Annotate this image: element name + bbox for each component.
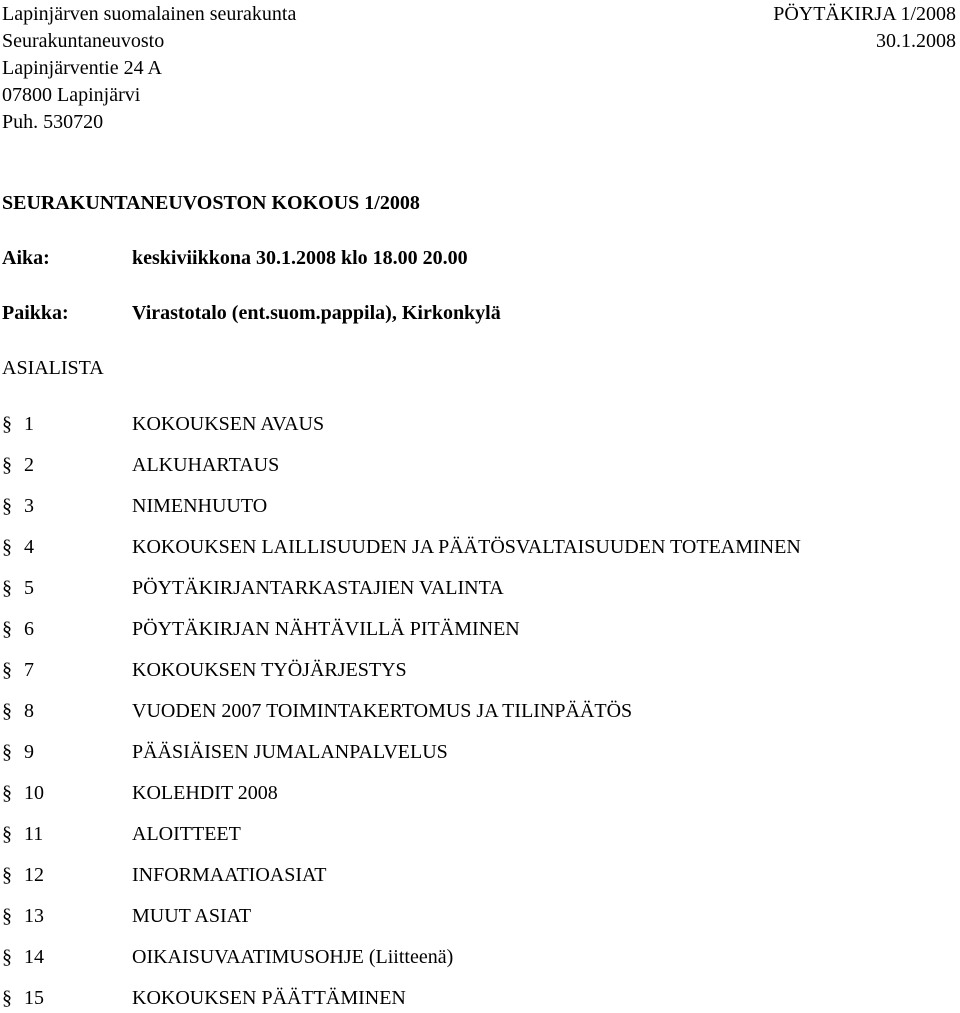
section-symbol: §: [2, 413, 12, 435]
agenda-item-number: 10: [24, 782, 44, 804]
agenda-item-number: 4: [24, 536, 34, 558]
place-value: Virastotalo (ent.suom.pappila), Kirkonkylä: [132, 302, 501, 324]
agenda-item-title: KOKOUKSEN TYÖJÄRJESTYS: [132, 659, 407, 681]
section-symbol: §: [2, 536, 12, 558]
time-label: Aika:: [2, 247, 50, 269]
agenda-item-title: PÖYTÄKIRJANTARKASTAJIEN VALINTA: [132, 577, 504, 599]
document-date: 30.1.2008: [876, 30, 956, 52]
agenda-item-title: INFORMAATIOASIAT: [132, 864, 327, 886]
agenda-item-number: 1: [24, 413, 34, 435]
agenda-item-title: OIKAISUVAATIMUSOHJE (Liitteenä): [132, 946, 454, 968]
agenda-item-number: 5: [24, 577, 34, 599]
agenda-item-number: 15: [24, 987, 44, 1009]
section-symbol: §: [2, 659, 12, 681]
agenda-item-number: 7: [24, 659, 34, 681]
agenda-item-title: VUODEN 2007 TOIMINTAKERTOMUS JA TILINPÄÄTÖS: [132, 700, 633, 722]
org-name: Lapinjärven suomalainen seurakunta: [2, 3, 297, 25]
section-symbol: §: [2, 823, 12, 845]
agenda-item-title: ALKUHARTAUS: [132, 454, 280, 476]
section-symbol: §: [2, 946, 12, 968]
agenda-item-title: NIMENHUUTO: [132, 495, 268, 517]
agenda-item-number: 8: [24, 700, 34, 722]
agenda-heading: ASIALISTA: [2, 357, 104, 379]
agenda-item-title: KOKOUKSEN PÄÄTTÄMINEN: [132, 987, 406, 1009]
place-label: Paikka:: [2, 302, 69, 324]
section-symbol: §: [2, 864, 12, 886]
agenda-item-title: KOLEHDIT 2008: [132, 782, 278, 804]
section-symbol: §: [2, 700, 12, 722]
agenda-item-title: ALOITTEET: [132, 823, 241, 845]
agenda-item-number: 11: [24, 823, 44, 845]
agenda-item-number: 2: [24, 454, 34, 476]
agenda-item-number: 13: [24, 905, 44, 927]
time-value: keskiviikkona 30.1.2008 klo 18.00 20.00: [132, 247, 468, 269]
agenda-item-number: 3: [24, 495, 34, 517]
agenda-item-number: 14: [24, 946, 44, 968]
section-symbol: §: [2, 454, 12, 476]
street-address: Lapinjärventie 24 A: [2, 57, 162, 79]
governing-body: Seurakuntaneuvosto: [2, 30, 165, 52]
meeting-title: SEURAKUNTANEUVOSTON KOKOUS 1/2008: [2, 192, 420, 214]
agenda-item-number: 6: [24, 618, 34, 640]
section-symbol: §: [2, 495, 12, 517]
header-line-1: [2, 2, 956, 26]
section-symbol: §: [2, 905, 12, 927]
agenda-item-title: MUUT ASIAT: [132, 905, 252, 927]
document-type: PÖYTÄKIRJA 1/2008: [773, 3, 956, 25]
agenda-item-number: 12: [24, 864, 44, 886]
section-symbol: §: [2, 741, 12, 763]
section-symbol: §: [2, 577, 12, 599]
phone-number: Puh. 530720: [2, 111, 104, 133]
agenda-item-title: PÖYTÄKIRJAN NÄHTÄVILLÄ PITÄMINEN: [132, 618, 520, 640]
section-symbol: §: [2, 782, 12, 804]
agenda-item-title: PÄÄSIÄISEN JUMALANPALVELUS: [132, 741, 448, 763]
agenda-item-title: KOKOUKSEN LAILLISUUDEN JA PÄÄTÖSVALTAISUUDEN TOTEAMINEN: [132, 536, 801, 558]
postal-address: 07800 Lapinjärvi: [2, 84, 141, 106]
section-symbol: §: [2, 618, 12, 640]
agenda-item-title: KOKOUKSEN AVAUS: [132, 413, 325, 435]
header-line-2: [2, 29, 956, 53]
agenda-item-number: 9: [24, 741, 34, 763]
section-symbol: §: [2, 987, 12, 1009]
